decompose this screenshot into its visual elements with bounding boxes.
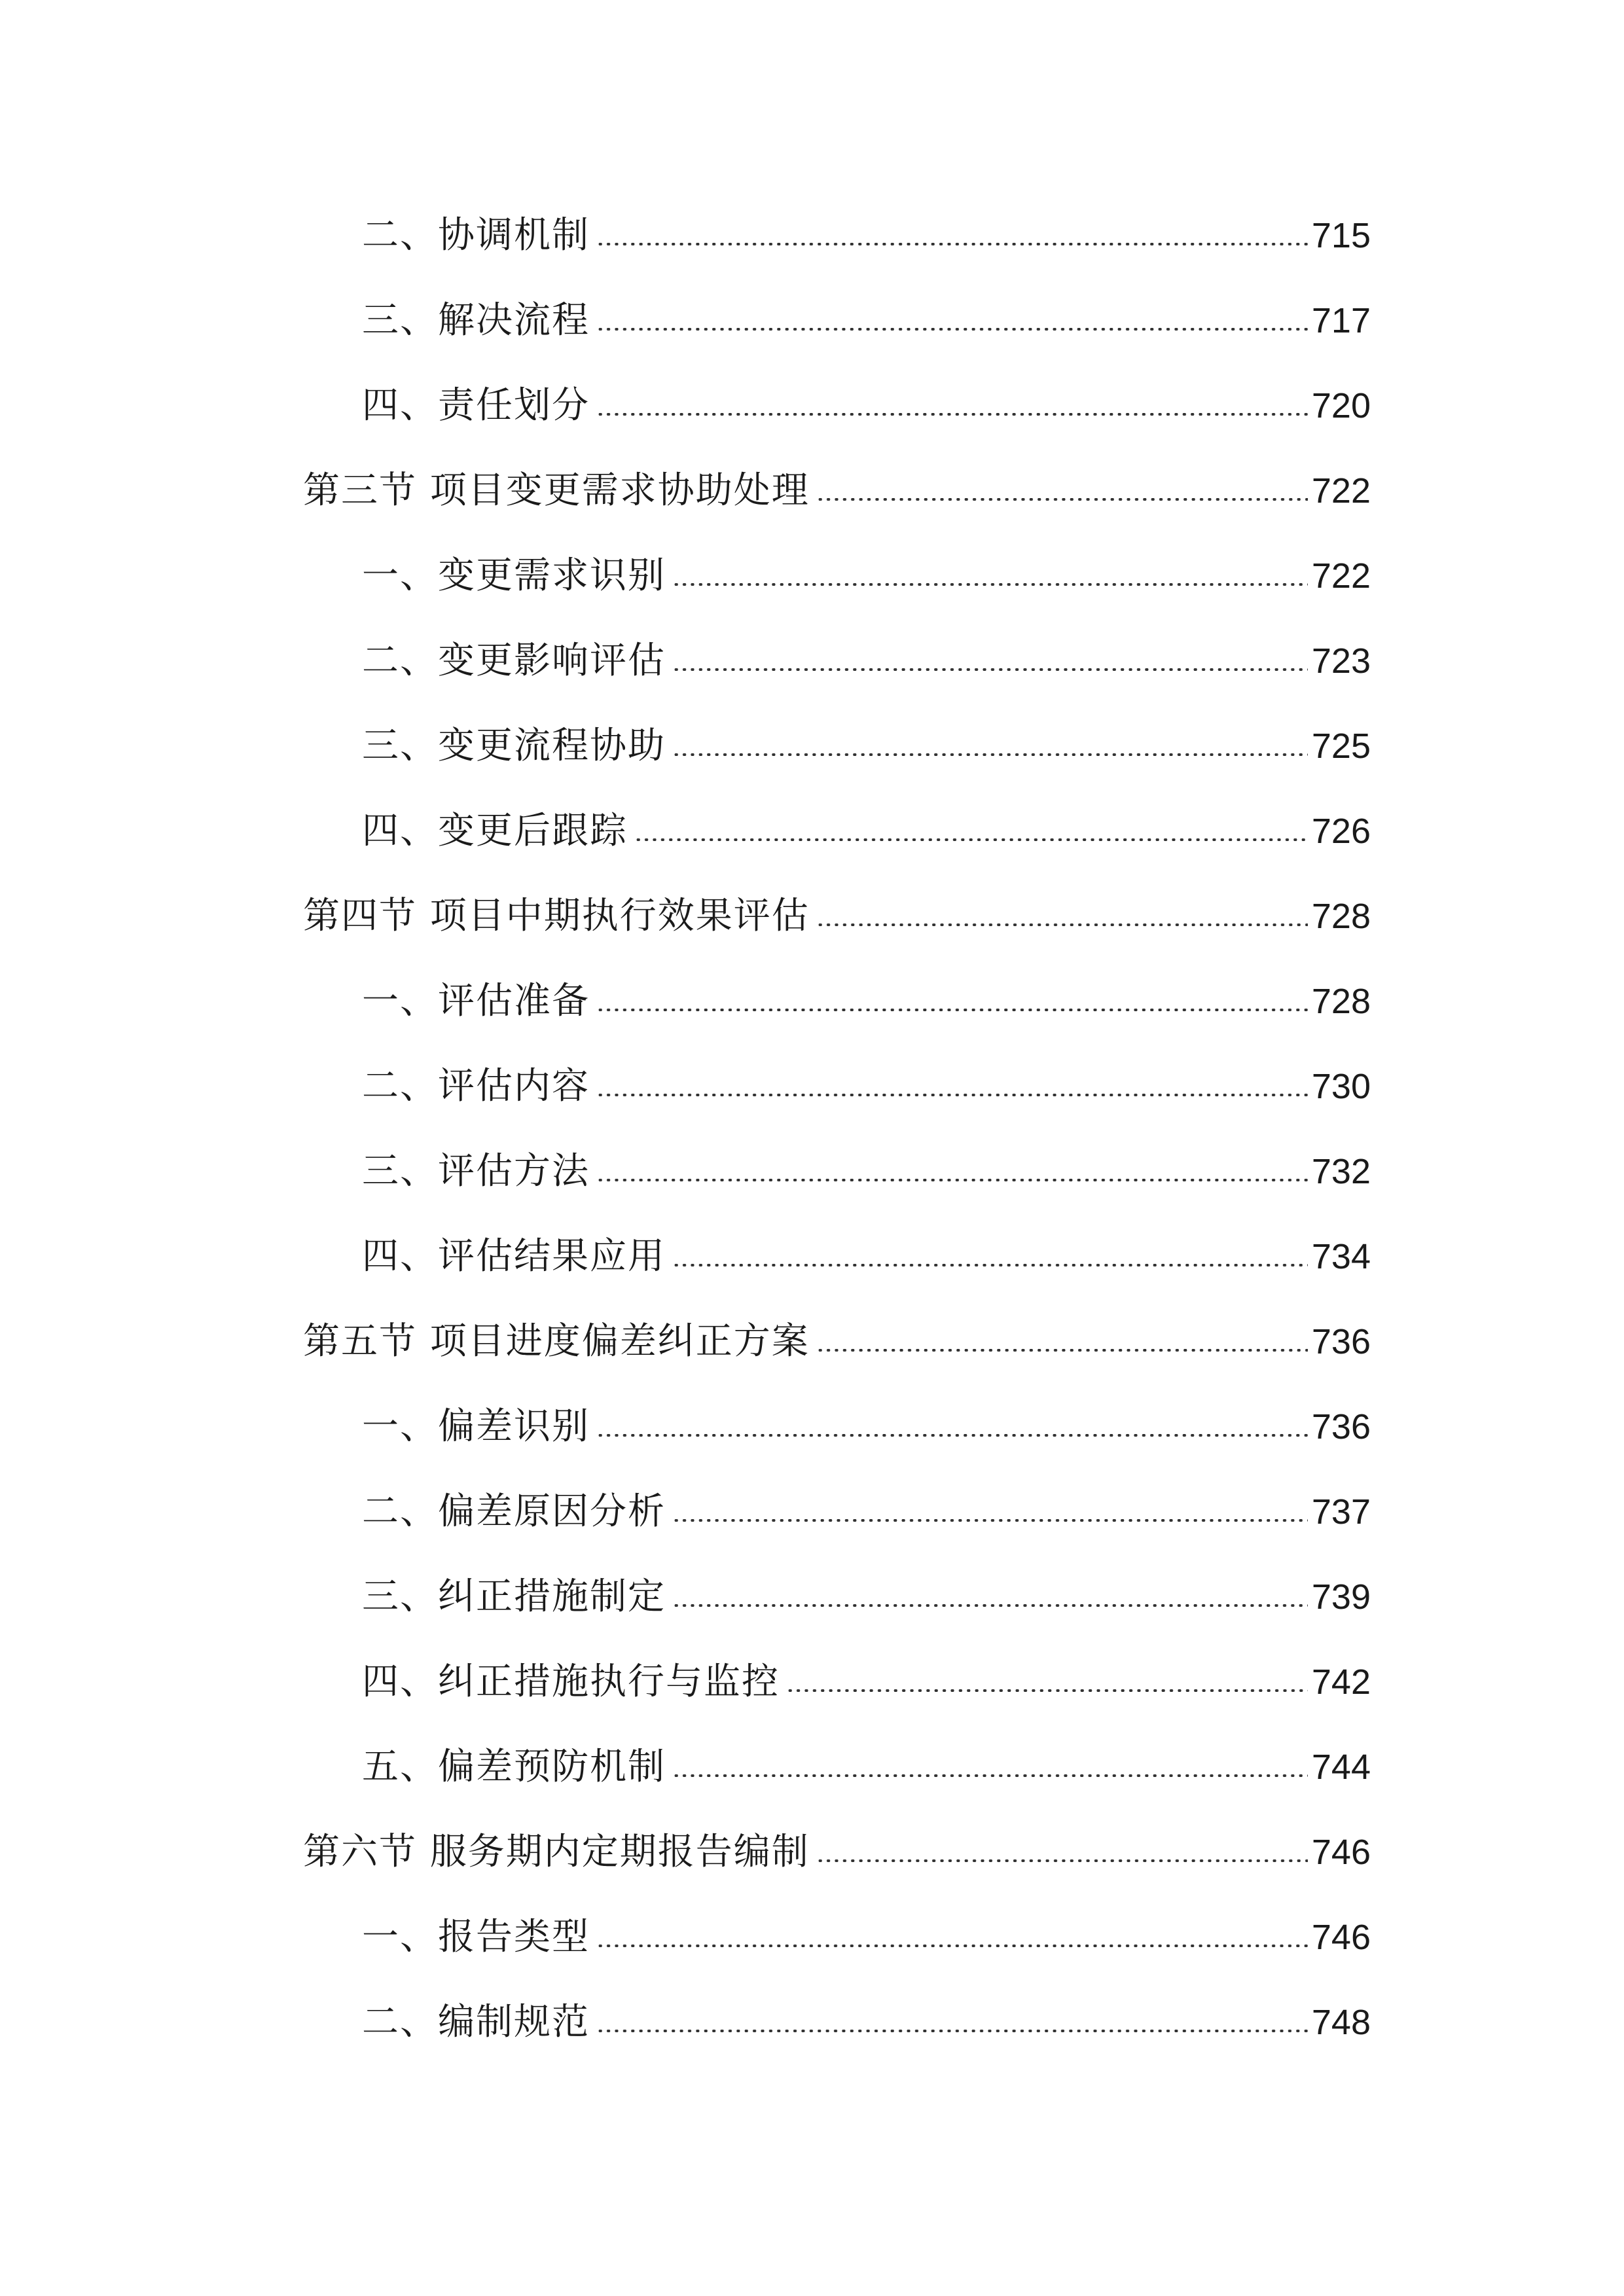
toc-entry-title: 一、报告类型	[362, 1916, 590, 1958]
toc-entry[interactable]	[362, 704, 1371, 789]
toc-entry[interactable]	[362, 1725, 1371, 1810]
toc-entry-page: 730	[1311, 1067, 1371, 1106]
toc-leader-dots	[786, 1689, 1308, 1692]
toc-entry-page: 748	[1311, 2003, 1371, 2042]
toc-leader-dots	[816, 1349, 1308, 1352]
toc-entry[interactable]	[362, 1980, 1371, 2065]
toc-leader-dots	[672, 1519, 1308, 1522]
toc-entry-title: 二、偏差原因分析	[362, 1490, 666, 1533]
toc-entry-page: 720	[1311, 386, 1371, 425]
toc-entry[interactable]	[362, 1384, 1371, 1469]
toc-entry-title: 三、解决流程	[362, 299, 590, 342]
toc-entry-page: 736	[1311, 1407, 1371, 1446]
toc-leader-dots	[672, 583, 1308, 586]
toc-leader-dots	[634, 838, 1308, 841]
toc-entry-page: 732	[1311, 1152, 1371, 1191]
toc-entry-page: 746	[1311, 1918, 1371, 1957]
toc-entry-title: 第四节 项目中期执行效果评估	[303, 895, 810, 937]
toc-entry-title: 三、评估方法	[362, 1150, 590, 1193]
toc-section-entry[interactable]	[303, 448, 1371, 533]
toc-section-entry[interactable]	[303, 1810, 1371, 1895]
toc-entry-page: 725	[1311, 726, 1371, 766]
toc-entry[interactable]	[362, 959, 1371, 1044]
toc-entry-page: 742	[1311, 1662, 1371, 1702]
toc-entry[interactable]	[362, 789, 1371, 874]
toc-entry[interactable]	[362, 1469, 1371, 1554]
toc-leader-dots	[596, 1009, 1308, 1011]
toc-leader-dots	[596, 1094, 1308, 1096]
toc-entry-title: 一、偏差识别	[362, 1405, 590, 1448]
toc-entry[interactable]	[362, 1895, 1371, 1980]
toc-entry[interactable]	[362, 1554, 1371, 1640]
toc-entry-title: 二、变更影响评估	[362, 639, 666, 682]
toc-leader-dots	[596, 328, 1308, 331]
toc-entry-page: 722	[1311, 556, 1371, 596]
toc-entry[interactable]	[362, 278, 1371, 363]
toc-entry-title: 一、评估准备	[362, 980, 590, 1022]
toc-leader-dots	[672, 753, 1308, 756]
toc-entry-title: 第五节 项目进度偏差纠正方案	[303, 1320, 810, 1363]
toc-entry-title: 四、纠正措施执行与监控	[362, 1660, 780, 1703]
toc-entry-page: 746	[1311, 1833, 1371, 1872]
toc-entry[interactable]	[362, 1640, 1371, 1725]
toc-entry[interactable]	[362, 533, 1371, 619]
toc-entry-page: 723	[1311, 641, 1371, 681]
toc-entry-title: 一、变更需求识别	[362, 554, 666, 597]
toc-entry-page: 736	[1311, 1322, 1371, 1361]
toc-leader-dots	[672, 1774, 1308, 1777]
toc-leader-dots	[596, 1434, 1308, 1437]
toc-entry-page: 744	[1311, 1748, 1371, 1787]
toc-leader-dots	[596, 243, 1308, 245]
toc-leader-dots	[816, 1859, 1308, 1862]
toc-entry-title: 五、偏差预防机制	[362, 1746, 666, 1788]
toc-leader-dots	[596, 413, 1308, 416]
toc-entry-page: 728	[1311, 897, 1371, 936]
toc-entry[interactable]	[362, 1044, 1371, 1129]
toc-section-entry[interactable]	[303, 874, 1371, 959]
toc-entry[interactable]	[362, 1129, 1371, 1214]
toc-entry-page: 717	[1311, 301, 1371, 340]
toc-entry-title: 四、变更后跟踪	[362, 810, 628, 852]
toc-leader-dots	[672, 1604, 1308, 1607]
toc-entry[interactable]	[362, 363, 1371, 448]
toc-leader-dots	[672, 1264, 1308, 1266]
toc-leader-dots	[816, 924, 1308, 926]
toc-entry-page: 726	[1311, 812, 1371, 851]
toc-leader-dots	[596, 1945, 1308, 1947]
toc-entry-title: 第三节 项目变更需求协助处理	[303, 469, 810, 512]
toc-leader-dots	[672, 668, 1308, 671]
toc-entry-title: 二、评估内容	[362, 1065, 590, 1107]
toc-section-entry[interactable]	[303, 1299, 1371, 1384]
toc-entry-page: 728	[1311, 982, 1371, 1021]
toc-entry[interactable]	[362, 619, 1371, 704]
toc-entry-title: 四、评估结果应用	[362, 1235, 666, 1278]
toc-entry-title: 二、编制规范	[362, 2001, 590, 2043]
toc-entry-title: 二、协调机制	[362, 214, 590, 257]
toc-entry-title: 三、变更流程协助	[362, 725, 666, 767]
toc-entry-title: 第六节 服务期内定期报告编制	[303, 1831, 810, 1873]
toc-entry[interactable]	[362, 193, 1371, 278]
toc-leader-dots	[596, 1179, 1308, 1181]
toc-entry-page: 739	[1311, 1577, 1371, 1617]
toc-entry-page: 737	[1311, 1492, 1371, 1532]
toc-entry-page: 734	[1311, 1237, 1371, 1276]
toc-leader-dots	[596, 2030, 1308, 2032]
toc-leader-dots	[816, 498, 1308, 501]
toc-entry-page: 722	[1311, 471, 1371, 511]
toc-entry[interactable]	[362, 1214, 1371, 1299]
toc-entry-page: 715	[1311, 216, 1371, 255]
toc-entry-title: 四、责任划分	[362, 384, 590, 427]
toc-entry-title: 三、纠正措施制定	[362, 1575, 666, 1618]
